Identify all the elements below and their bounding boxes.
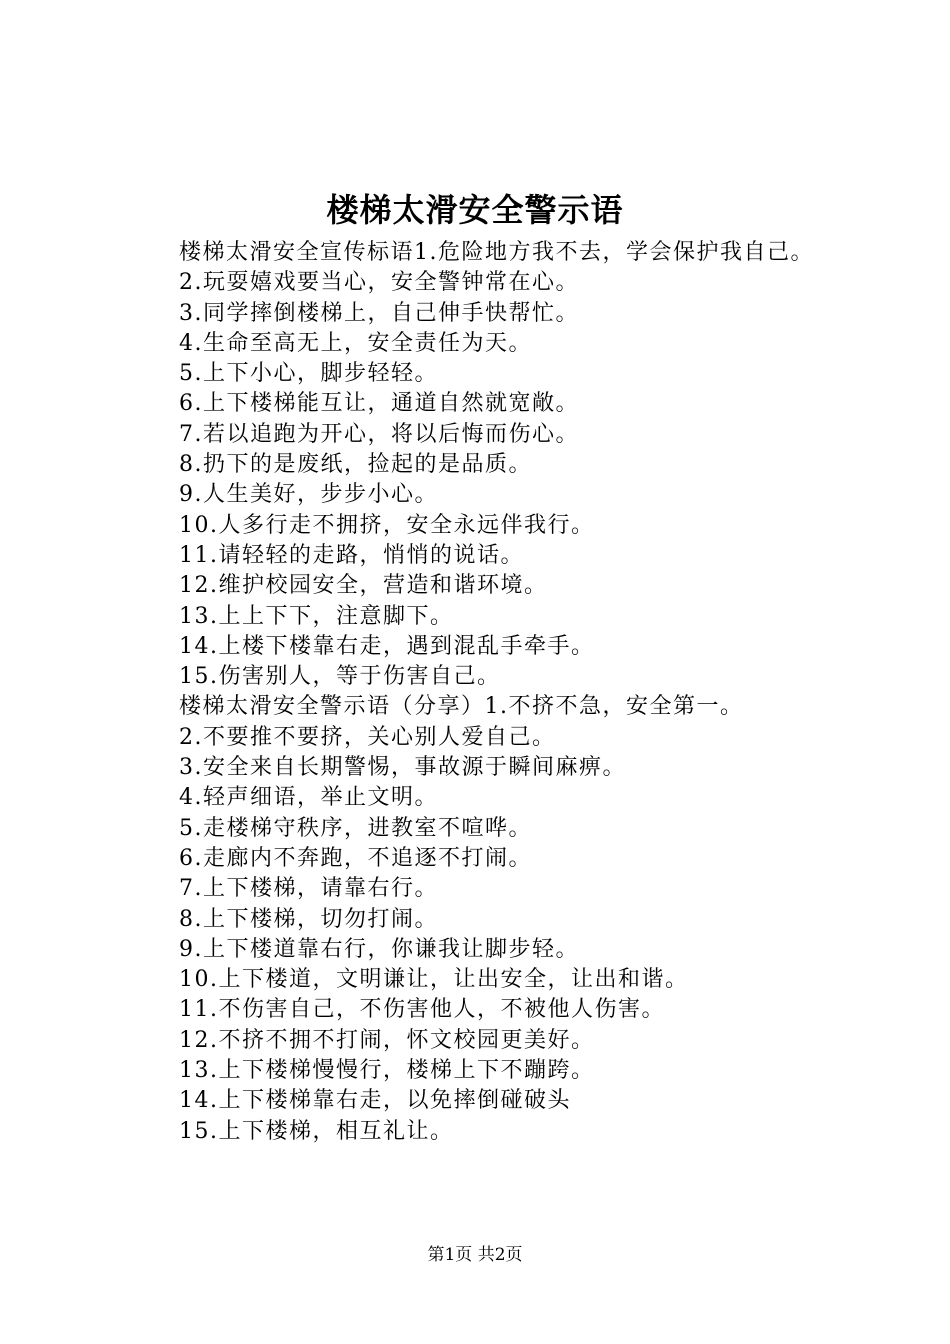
- list-item: 6.上下楼梯能互让，通道自然就宽敞。: [179, 391, 579, 417]
- page-title: 楼梯太滑安全警示语: [326, 191, 624, 229]
- list-item: 5.上下小心，脚步轻轻。: [179, 361, 438, 387]
- list-item: 7.上下楼梯，请靠右行。: [179, 876, 438, 902]
- list-item: 3.安全来自长期警惕，事故源于瞬间麻痹。: [179, 755, 626, 781]
- document-body: [133, 238, 833, 1147]
- list-item: 8.扔下的是废纸，捡起的是品质。: [179, 452, 532, 478]
- list-item: 10.人多行走不拥挤，安全永远伴我行。: [179, 512, 595, 538]
- list-item: 2.玩耍嬉戏要当心，安全警钟常在心。: [179, 270, 579, 296]
- list-item: 4.轻声细语，举止文明。: [179, 785, 438, 811]
- list-item: 13.上下楼梯慢慢行，楼梯上下不蹦跨。: [179, 1058, 595, 1084]
- list-item: 3.同学摔倒楼梯上，自己伸手快帮忙。: [179, 300, 579, 326]
- list-item: 10.上下楼道，文明谦让，让出安全，让出和谐。: [179, 967, 689, 993]
- section-heading: 楼梯太滑安全警示语（分享）1.不挤不急，安全第一。: [179, 694, 744, 720]
- list-item: 6.走廊内不奔跑，不追逐不打闹。: [179, 845, 532, 871]
- list-item: 7.若以追跑为开心，将以后悔而伤心。: [179, 421, 579, 447]
- list-item: 15.伤害别人，等于伤害自己。: [179, 664, 501, 690]
- list-item: 2.不要推不要挤，关心别人爱自己。: [179, 724, 556, 750]
- list-item: 15.上下楼梯，相互礼让。: [179, 1118, 454, 1144]
- list-item: 12.不挤不拥不打闹，怀文校园更美好。: [179, 1027, 595, 1053]
- list-item: 8.上下楼梯，切勿打闹。: [179, 906, 438, 932]
- page-footer: 第1页 共2页: [427, 1245, 523, 1265]
- list-item: 9.人生美好，步步小心。: [179, 482, 438, 508]
- list-item: 9.上下楼道靠右行，你谦我让脚步轻。: [179, 936, 579, 962]
- list-item: 14.上楼下楼靠右走，遇到混乱手牵手。: [179, 633, 595, 659]
- list-item: 5.走楼梯守秩序，进教室不喧哗。: [179, 815, 532, 841]
- list-item: 11.请轻轻的走路，悄悄的说话。: [179, 542, 524, 568]
- list-item: 12.维护校园安全，营造和谐环境。: [179, 573, 548, 599]
- list-item: 11.不伤害自己，不伤害他人，不被他人伤害。: [179, 997, 665, 1023]
- list-item: 13.上上下下，注意脚下。: [179, 603, 454, 629]
- list-item: 4.生命至高无上，安全责任为天。: [179, 330, 532, 356]
- first-paragraph: 楼梯太滑安全宣传标语1.危险地方我不去，学会保护我自己。: [179, 240, 814, 265]
- list-item: 14.上下楼梯靠右走，以免摔倒碰破头: [179, 1088, 571, 1114]
